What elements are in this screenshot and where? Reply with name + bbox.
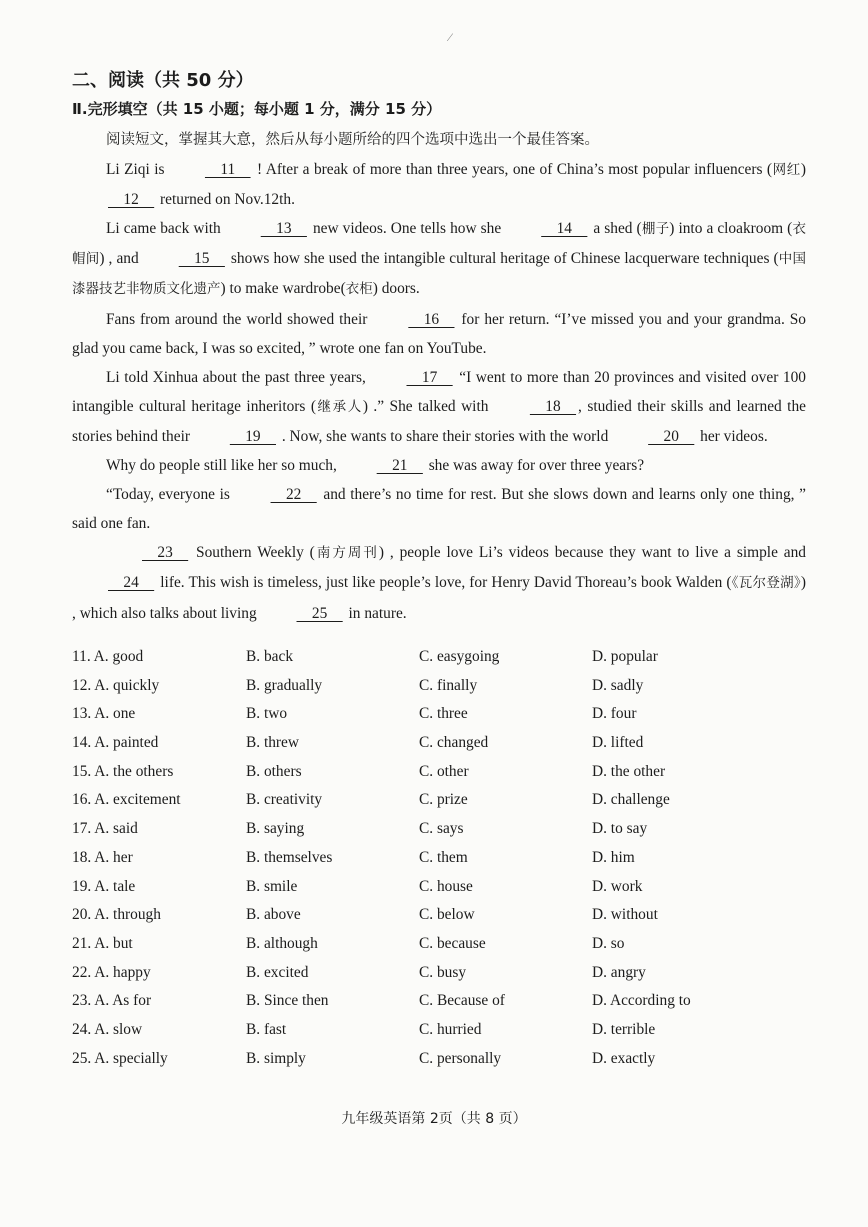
option-19-A: 19. A. tale	[72, 877, 136, 895]
option-row-12	[72, 677, 806, 706]
option-20-D: D. without	[592, 906, 658, 924]
option-25-B: B. simply	[246, 1049, 306, 1067]
option-row-23	[72, 992, 806, 1021]
option-14-B: B. threw	[246, 734, 300, 752]
option-11-A: 11. A. good	[72, 648, 144, 665]
option-21-C: C. because	[419, 934, 486, 952]
paragraph-5: Why do people still like her so much, 21 she was away for over three years?	[72, 451, 806, 480]
option-12-C: C. finally	[419, 676, 478, 694]
option-row-19	[72, 878, 806, 907]
option-14-D: D. lifted	[592, 734, 644, 752]
paragraph-1: Li Ziqi is 11 ! After a break of more than three years, one of China’s most popular influencers (网红) 12 returned on Nov.12th.	[72, 155, 806, 214]
option-row-13	[72, 705, 806, 734]
option-row-14	[72, 734, 806, 763]
option-20-B: B. above	[246, 906, 301, 924]
option-23-B: B. Since then	[246, 992, 329, 1010]
blank-16: 16	[408, 310, 455, 328]
blank-24: 24	[108, 574, 155, 592]
option-23-A: 23. A. As for	[72, 992, 152, 1010]
blank-20: 20	[648, 427, 695, 445]
blank-19: 19	[229, 427, 276, 445]
option-18-B: B. themselves	[246, 848, 333, 866]
blank-21: 21	[376, 457, 423, 475]
option-15-C: C. other	[419, 762, 469, 780]
option-13-B: B. two	[246, 705, 288, 723]
option-row-15	[72, 763, 806, 792]
option-row-22	[72, 964, 806, 993]
option-13-C: C. three	[419, 705, 468, 723]
option-row-17	[72, 820, 806, 849]
option-16-D: D. challenge	[592, 791, 670, 809]
option-25-C: C. personally	[419, 1049, 502, 1067]
paragraph-7: 23 Southern Weekly (南方周刊) , people love Li’s videos because they want to live a simple and 24 life. This wish is timeless, just like people’s love, for Henry David Thoreau’s book Walden (《瓦尔登湖》) , which also talks about living 25 in nature.	[72, 538, 806, 627]
paragraph-6: “Today, everyone is 22 and there’s no time for rest. But she slows down and learns only one thing, ” said one fan.	[72, 480, 806, 538]
paragraph-3: Fans from around the world showed their 16 for her return. “I’ve missed you and your grandma. So glad you came back, I was so excited, ” wrote one fan on YouTube.	[72, 305, 806, 363]
option-24-C: C. hurried	[419, 1020, 482, 1038]
option-22-C: C. busy	[419, 963, 467, 981]
option-16-A: 16. A. excitement	[72, 791, 181, 809]
option-row-18	[72, 849, 806, 878]
option-23-D: D. According to	[592, 992, 691, 1010]
option-11-B: B. back	[246, 648, 294, 665]
scan-mark: ⁄	[449, 30, 452, 44]
option-11-D: D. popular	[592, 648, 658, 665]
option-21-D: D. so	[592, 934, 625, 952]
option-19-C: C. house	[419, 877, 473, 895]
option-24-B: B. fast	[246, 1020, 287, 1038]
option-row-16	[72, 791, 806, 820]
option-20-A: 20. A. through	[72, 906, 161, 924]
blank-12: 12	[108, 191, 155, 209]
option-14-A: 14. A. painted	[72, 734, 159, 752]
answer-options	[72, 648, 806, 1078]
blank-14: 14	[541, 220, 588, 238]
paragraph-2: Li came back with 13 new videos. One tells how she 14 a shed (棚子) into a cloakroom (衣帽间) , and 15 shows how she used the intangible cultural heritage of Chinese lacquerware techniques (中国漆器技艺非物质文化遗产) to make wardrobe(衣柜) doors.	[72, 214, 806, 304]
option-18-C: C. them	[419, 848, 468, 866]
option-14-C: C. changed	[419, 734, 489, 752]
blank-11: 11	[204, 161, 251, 179]
option-13-D: D. four	[592, 705, 637, 723]
part-title: Ⅱ.完形填空（共 15 小题；每小题 1 分，满分 15 分）	[72, 100, 442, 118]
option-19-B: B. smile	[246, 877, 298, 895]
option-22-D: D. angry	[592, 963, 646, 981]
cloze-passage	[72, 126, 806, 628]
option-11-C: C. easygoing	[419, 648, 500, 665]
blank-13: 13	[260, 220, 307, 238]
option-16-C: C. prize	[419, 791, 468, 809]
option-21-A: 21. A. but	[72, 934, 133, 952]
option-row-21	[72, 935, 806, 964]
option-13-A: 13. A. one	[72, 705, 136, 723]
page-footer: 九年级英语第 2页（共 8 页）	[341, 1111, 527, 1127]
option-17-D: D. to say	[592, 820, 648, 838]
option-17-A: 17. A. said	[72, 820, 138, 838]
option-20-C: C. below	[419, 906, 475, 924]
option-12-D: D. sadly	[592, 676, 644, 694]
option-18-A: 18. A. her	[72, 848, 133, 866]
option-24-D: D. terrible	[592, 1020, 656, 1038]
option-25-A: 25. A. specially	[72, 1049, 168, 1067]
section-title: 二、阅读（共 50 分）	[72, 70, 254, 91]
option-row-24	[72, 1021, 806, 1050]
blank-25: 25	[296, 604, 343, 622]
option-21-B: B. although	[246, 934, 318, 952]
option-17-C: C. says	[419, 820, 464, 838]
option-row-11	[72, 648, 806, 677]
blank-17: 17	[406, 368, 453, 386]
option-15-A: 15. A. the others	[72, 762, 174, 780]
option-16-B: B. creativity	[246, 791, 323, 809]
blank-23: 23	[142, 544, 189, 562]
option-24-A: 24. A. slow	[72, 1020, 143, 1038]
blank-18: 18	[529, 397, 577, 415]
option-23-C: C. Because of	[419, 992, 505, 1010]
option-12-B: B. gradually	[246, 676, 323, 694]
blank-15: 15	[178, 250, 225, 268]
option-22-A: 22. A. happy	[72, 963, 151, 981]
paragraph-4: Li told Xinhua about the past three years, 17 “I went to more than 20 provinces and visited over 100 intangible cultural heritage inheritors (继承人) .” She talked with 18 , studied their skills and learned the stories behind their 19 . Now, she wants to share their stories with the world 20 her videos.	[72, 363, 806, 451]
option-15-D: D. the other	[592, 762, 666, 780]
option-17-B: B. saying	[246, 820, 305, 838]
option-row-20	[72, 906, 806, 935]
option-19-D: D. work	[592, 877, 643, 895]
option-25-D: D. exactly	[592, 1049, 656, 1067]
option-22-B: B. excited	[246, 963, 309, 981]
option-row-25	[72, 1050, 806, 1079]
blank-22: 22	[270, 486, 317, 504]
option-18-D: D. him	[592, 848, 635, 866]
option-15-B: B. others	[246, 762, 302, 780]
instruction: 阅读短文，掌握其大意，然后从每小题所给的四个选项中选出一个最佳答案。	[106, 132, 599, 148]
option-12-A: 12. A. quickly	[72, 676, 160, 694]
